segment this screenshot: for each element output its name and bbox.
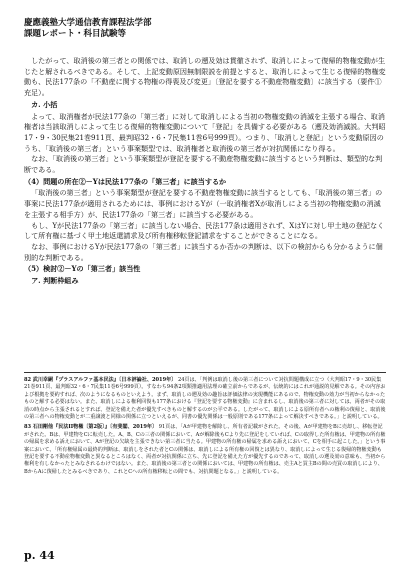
footnote-divider bbox=[24, 372, 386, 373]
header-line-1: 慶應義塾大学通信教育課程法学部 bbox=[24, 18, 152, 28]
page-number: p. 44 bbox=[24, 549, 55, 562]
footnote-text: 91頁は、「Aが甲建物を解除し、所有者記載がされた。その後、Aが甲建物をBに売却し、移転登記がされた。Bは、甲建物をCに転売した。A、B、Cの三者の関係において、Aが解除後もCより先に登記をしていれば、Cの取得した所有権は、甲建物の所有権の帰属を求める訴えにおいて、Aが登記の欠缺を主張できない第三者に当たる。甲建物の所有権の帰属を求める訴えにおいて、Cを相手に起こした。」という事案において、「所有権帰属の最終的判断は、取消しをされた者とCの関係は、取消しによる所有権の回復とは異なり、取消しによって生じる復帰的物権変動も登記を要する不動産物権変動と異なるところはなく、両者が対抗関係に立ち、先に登記を備えた方が優先するのであって、取消しの遡及効の意味も、当初から権利を有しなかったとみなされるわけではない。また、取消後の第三者との関係においては、甲建物の所有権は、売主Aと買主Bの間の売買の取消しにより、BからAに復帰したとみるべきであり、これとCへの所有権移転との間でも、対抗問題となる。」と説明している。 bbox=[24, 424, 386, 475]
heading-a: ア. 判断枠組み bbox=[31, 276, 79, 286]
footnote-number: 82 bbox=[24, 377, 32, 383]
paragraph-5: もし、Yが民法177条の「第三者」に該当しない場合、民法177条は適用されず、XはYに対し甲土地の登記なくして所有権に基づく甲土地返還請求及び所有権移転登記請求をすることができることになる。 bbox=[24, 220, 385, 241]
body-text bbox=[24, 56, 386, 288]
heading-5: （5）検討②－Yの「第三者」該当性 bbox=[24, 264, 141, 274]
footnote-82 bbox=[24, 377, 386, 421]
paragraph-6: なお、事例におけるYが民法177条の「第三者」に該当するか否かの判断は、以下の検討からも分かるように個別的な判断である。 bbox=[24, 241, 383, 262]
header-line-2: 課題レポート・科目試験等 bbox=[24, 29, 127, 39]
footnote-source: 石田剛他『民法II物権〔第2版〕』〔有斐閣、2019年〕 bbox=[32, 424, 158, 431]
heading-ka: カ. 小括 bbox=[31, 99, 58, 109]
heading-4: （4）問題の所在②－Yは民法177条の「第三者」に該当するか bbox=[24, 176, 227, 186]
footnote-number: 83 bbox=[24, 424, 32, 431]
footnote-83 bbox=[24, 424, 386, 476]
footnote-text: 24頁は、「判例は取消し後の第三者について対抗問題構成に立つ（大判昭17・9・30民集21巻911頁、最判昭32・6・7民集11巻6号999頁）。すなわち94条2項類推適用法理の確立前からであるが、伝統的にはこれが通説的見解である。その内容および根拠を要約すれば、次のようになるものといえよう。まず、取消しの遡及効の趣旨は評価法律の実現機能にあるので、物権変動の効力が当初からなかったものと解する必要はない。また、取消しによる権利回復も177条における『登記を要する物権変動』に含まれるし、取消後の第三者に対しては、両者がその取消の時点から主張されるとすれば、登記を備えた者が優先すべきものと解するのが公平である。したがって、取消しによる原所有者への権利の復帰と、取消後の第三者への物権変動とが二重譲渡と同様の関係に立つといえるが、同書の優先関係は一般原則である177条によって解決すべきである。」と説明している。 bbox=[24, 377, 386, 421]
footnote-source: 武川幸嗣『プラスアルファ基本民法』〔日本評論社、2019年〕 bbox=[32, 377, 177, 383]
paragraph-2: よって、取消権者が民法177条の「第三者」に対して取消しによる当初の物権変動の消滅を主張する場合、取消権者は当該取消しによって生じる復帰的物権変動について「登記」を具備する必要がある（遡及効消滅説。大判昭17・9・30民集21巻911頁、最判昭32・6・7民集11巻6号999頁）。つまり、「取消しと登記」という変動原因のうち、「取消後の第三者」という事案類型では、取消権者と取消後の第三者が対抗関係になり得る。 bbox=[24, 111, 386, 153]
paragraph-4: 「取消後の第三者」という事案類型が登記を要する不動産物権変動に該当するとしても、「取消後の第三者」の事案に民法177条が適用されるためには、事例におけるYが（一取消権者Xが取消しによる当初の物権変動の消滅を主張する相手方）が、民法177条の「第三者」に該当する必要がある。 bbox=[24, 188, 383, 219]
paragraph-1: したがって、取消後の第三者との関係では、取消しの遡及効は貫徹されず、取消しによって復帰的物権変動が生じたと解されるべきである。そして、上記変動原因無制限説を前提とすると、取消しによって生じる復帰的物権変動も、民法177条の「不動産に関する物権の得喪及び変更」〔登記を要する不動産物権変動〕に該当する（要件①充足）。 bbox=[24, 56, 386, 98]
footnotes bbox=[24, 372, 386, 479]
page-header bbox=[24, 18, 152, 40]
paragraph-3: なお、「取消後の第三者」という事案類型が登記を要する不動産物権変動に該当するという判断は、類型的な判断である。 bbox=[24, 154, 383, 175]
